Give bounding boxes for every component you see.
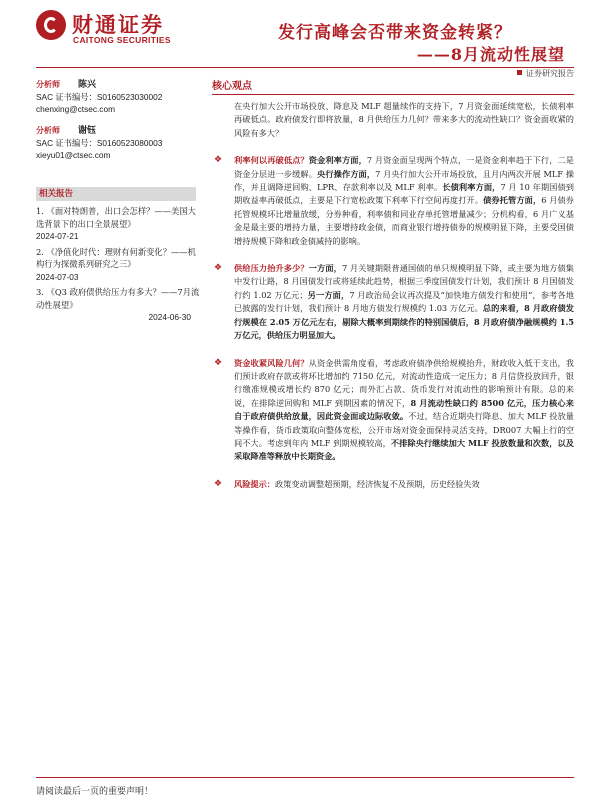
related-report-title[interactable]: 1. 《面对特朗普，出口会怎样？——美国大选背景下的出口全景展望》 — [36, 206, 196, 229]
text-span: 7 月政治局会议再次提及“加快地方债发行和使用”，参考各地已披露的发行计划，我们预计 8 月地方债发行规模约 1.03 万亿元。 — [234, 289, 574, 314]
section-title: 核心观点 — [212, 80, 574, 95]
emphasis-text: 8 月流动性缺口约 8500 亿元，压力核心来自于政府债供给放量，因此资金面或边际收敛。 — [234, 397, 574, 422]
related-report-item[interactable] — [36, 246, 201, 284]
footer-disclaimer: 请阅读最后一页的重要声明！ — [36, 787, 154, 797]
key-point-liquidity — [212, 357, 574, 464]
analyst-email[interactable]: chenxing@ctsec.com — [36, 104, 115, 114]
text-span: 7 月资金面呈现两个特点，一是资金利率趋于下行，二是资金分层进一步缓解。 — [234, 155, 574, 179]
analyst-role: 分析师 — [36, 79, 60, 89]
diamond-bullet-icon: ❖ — [214, 263, 223, 274]
risk-text — [234, 478, 574, 491]
analyst-role: 分析师 — [36, 125, 60, 135]
brand-name-en: CAITONG SECURITIES — [73, 35, 171, 45]
risk-warning — [212, 478, 574, 491]
key-point-heading: 利率何以再破低点？ — [234, 155, 309, 166]
key-point-supply — [212, 262, 574, 342]
related-report-date: 2024-06-30 — [148, 312, 191, 322]
text-span: 7 月 10 年期国债到期收益率再破低点，主要是下行宽松政策下利率下行空间再度打开。 — [234, 182, 574, 206]
analyst-name: 陈兴 — [78, 80, 97, 90]
emphasis-text: 总的来看，8 月政府债发行规模在 2.05 万亿元左右，剔除大概率到期续作的特别国债后，8 月政府债净融规模约 1.5 万亿元，供给压力明显加大。 — [234, 303, 574, 341]
logo-mark-icon — [36, 10, 66, 40]
subhead: 长债利率方面， — [442, 182, 501, 193]
related-report-date: 2024-07-21 — [36, 231, 79, 241]
square-bullet-icon — [517, 70, 522, 75]
diamond-bullet-icon: ❖ — [214, 155, 223, 166]
related-report-item[interactable] — [36, 286, 201, 324]
text-span: 7 月央行加大公开市场投放，且月内两次开展 MLF 操作，并且调降逆回购、LPR、存款利率以及 MLF 利率。 — [234, 168, 574, 193]
subhead: 一方面， — [308, 263, 342, 274]
related-report-date: 2024-07-03 — [36, 271, 79, 282]
text-span: 7 月关键期限普通国债的单只规模明显下降，或主要为地方债集中发行让路，8 月国债发行或将延续此趋势，根据三季度国债发行计划，我们预计 8 月国债发行约 1.02 万亿元； — [234, 263, 574, 300]
analyst-card — [36, 124, 196, 194]
emphasis-text: 不排除央行继续加大 MLF 投放数量和次数，以及采取降准等释放中长期资金。 — [234, 437, 574, 462]
analyst-sac: SAC 证书编号：S0160523030002 — [36, 92, 163, 102]
related-report-title[interactable]: 3. 《Q3 政府债供给压力有多大？——7月流动性展望》 — [36, 287, 200, 310]
key-point-heading: 供给压力抬升多少？ — [234, 263, 309, 274]
subhead: 资金利率方面， — [308, 155, 367, 166]
analyst-sac: SAC 证书编号：S0160523080003 — [36, 138, 163, 148]
report-type-label — [517, 68, 574, 79]
report-subtitle: ——8月流动性展望 — [416, 45, 565, 64]
related-reports-heading: 相关报告 — [36, 187, 196, 201]
intro-paragraph: 在央行加大公开市场投放、降息及 MLF 超量续作的支持下，7 月资金面延续宽松，长债利率再破低点。政府债发行即将放量，8 月供给压力几何？带来多大的流动性缺口？资金面收紧的风险有多大？ — [234, 101, 574, 138]
text-span: 6 月债券托管规模环比增量放缓，分券种看，利率债和同业存单托管增量减少；分机构看，6 月广义基金是最主要的增持力量，主要增持政金债，而商业银行增持债券的规模明显下降，主要受国债增持规模下降和政金债减持的影响。 — [234, 195, 574, 246]
key-point-heading: 资金收紧风险几何？ — [234, 357, 309, 368]
report-title: 发行高峰会否带来资金转紧？ — [278, 23, 512, 43]
subhead: 债券托管方面， — [483, 195, 542, 206]
main-content — [212, 100, 574, 505]
subhead: 另一方面， — [307, 289, 350, 300]
footer-divider — [36, 777, 574, 778]
key-point-text — [234, 154, 574, 248]
diamond-bullet-icon: ❖ — [214, 478, 223, 489]
brand-logo — [36, 8, 186, 48]
header-divider — [36, 67, 574, 68]
key-point-rates — [212, 154, 574, 248]
text-span: 从资金供需角度看，考虑政府债净供给规模抬升，财政收入低于支出，我们预计政府存款或将环比增加约 7150 亿元，对流动性造成一定压力；8 月信贷投放回升，银行缴准规模或增长约 870 亿元；而外汇占款、货币发行对流动性的影响预计有限。总的来说，在排除逆回购和 MLF 到期因素的情况下， — [234, 357, 574, 408]
text-span: 不过，结合近期央行降息、加大 MLF 投放量等操作看，货币政策取向整体宽松，公开市场对资金面保持灵活支持，DR007 大幅上行的空间不大。考虑到年内 MLF 到期规模较高， — [234, 411, 574, 448]
subhead: 央行操作方面， — [317, 168, 376, 179]
report-type-text: 证券研究报告 — [526, 69, 574, 78]
risk-body: 政策变动调整超预期，经济恢复不及预期，历史经验失效 — [274, 478, 480, 489]
diamond-bullet-icon: ❖ — [214, 357, 223, 368]
analyst-name: 谢钰 — [78, 126, 97, 136]
risk-heading: 风险提示： — [234, 478, 275, 489]
related-reports-list — [36, 205, 201, 327]
key-point-text — [234, 357, 574, 464]
related-report-title[interactable]: 2. 《净值化时代：理财有何新变化？——机构行为探微系列研究之三》 — [36, 246, 196, 269]
related-report-item[interactable] — [36, 205, 201, 243]
analyst-email[interactable]: xieyu01@ctsec.com — [36, 150, 111, 160]
key-point-text — [234, 262, 574, 342]
brand-name-cn: 财通证券 — [72, 13, 164, 37]
analyst-sidebar — [36, 78, 196, 194]
